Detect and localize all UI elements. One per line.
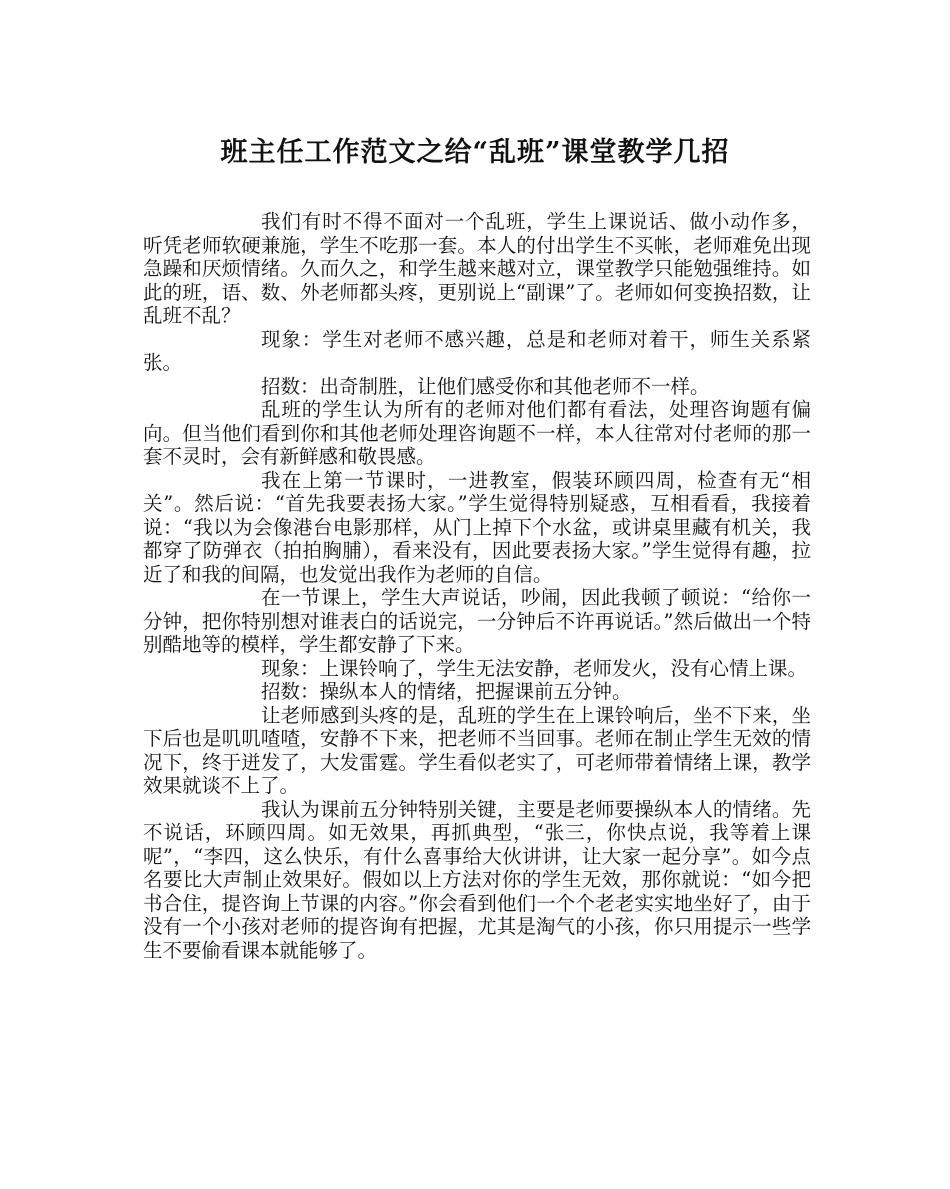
paragraph-phenomenon-2: 现象：上课铃响了，学生无法安静，老师发火，没有心情上课。 [261,656,808,680]
paragraph-intro: 我们有时不得不面对一个乱班，学生上课说话、做小动作多， 听凭老师软硬兼施，学生不吃那一套。本人的付出学生不买帐，老师难免出现急躁和厌烦情绪。久而久之，和学生越来越对立，课堂教学只能勉强维持。如此的班，语、数、外老师都头疼，更别说上“副课”了。老师如何变换招数，让乱班不乱？ [143,210,811,327]
paragraph-phenomenon-1: 现象：学生对老师不感兴趣，总是和老师对着干，师生关系紧张。 [143,327,811,374]
paragraph-explanation-1: 乱班的学生认为所有的老师对他们都有看法，处理咨询题有偏向。但当他们看到你和其他老师处理咨询题不一样，本人往常对付老师的那一套不灵时，会有新鲜感和敬畏感。 [143,398,811,468]
paragraph-example-2: 在一节课上，学生大声说话，吵闹，因此我顿了顿说：“给你一分钟，把你特别想对谁表白的话说完，一分钟后不许再说话。”然后做出一个特别酷地等的模样，学生都安静了下来。 [143,586,811,656]
paragraph-strategy-1: 招数：出奇制胜，让他们感受你和其他老师不一样。 [261,374,710,398]
document-body [143,210,811,962]
paragraph-explanation-2: 让老师感到头疼的是，乱班的学生在上课铃响后，坐不下来，坐下后也是叽叽喳喳，安静不下来，把老师不当回事。老师在制止学生无效的情况下，终于迸发了，大发雷霆。学生看似老实了，可老师带着情绪上课，教学效果就谈不上了。 [143,703,811,797]
paragraph-example-1: 我在上第一节课时，一进教室，假装环顾四周，检查有无“相关”。然后说：“首先我要表扬大家。”学生觉得特别疑惑，互相看看，我接着说：“我以为会像港台电影那样，从门上掉下个水盆，或讲桌里藏有机关，我都穿了防弹衣（拍拍胸脯），看来没有，因此要表扬大家。”学生觉得有趣，拉近了和我的间隔，也发觉出我作为老师的自信。 [143,468,811,586]
paragraph-strategy-2: 招数：操纵本人的情绪，把握课前五分钟。 [261,680,632,703]
paragraph-example-3: 我认为课前五分钟特别关键，主要是老师要操纵本人的情绪。先不说话，环顾四周。如无效果，再抓典型，“张三，你快点说，我等着上课呢”，“李四，这么快乐，有什么喜事给大伙讲讲，让大家一起分享”。如今点名要比大声制止效果好。假如以上方法对你的学生无效，那你就说：“如今把书合住，提咨询上节课的内容。”你会看到他们一个个老老实实地坐好了，由于没有一个小孩对老师的提咨询有把握，尤其是淘气的小孩，你只用提示一些学生不要偷看课本就能够了。 [143,797,811,962]
document-title: 班主任工作范文之给“乱班”课堂教学几招 [220,137,730,168]
